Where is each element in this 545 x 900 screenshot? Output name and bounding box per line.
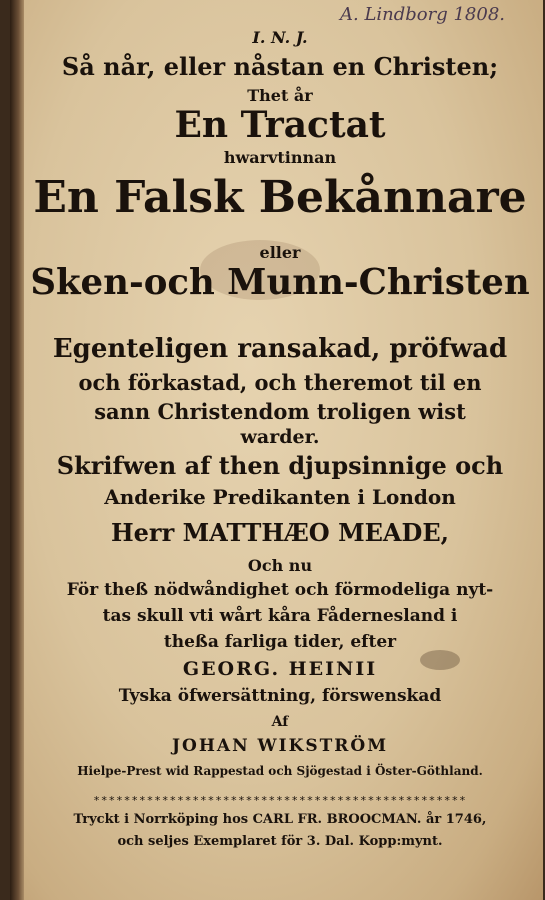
book-page xyxy=(10,0,543,900)
title-line-1: Så når, eller nåstan en Christen; xyxy=(61,52,499,81)
imprint-line-1: Tryckt i Norrköping hos CARL FR. BROOCMAN. år 1746, xyxy=(73,812,487,827)
translator-name: JOHAN WIKSTRÖM xyxy=(171,736,389,756)
title-line-6: eller xyxy=(259,243,301,262)
title-subtitle: Sken-och Munn-Christen xyxy=(30,262,530,303)
title-line-2: Thet år xyxy=(247,86,313,105)
imprint-line-2: och seljes Exemplaret för 3. Dal. Kopp:mynt. xyxy=(117,834,443,849)
description-line-3: sann Christendom troligen wist xyxy=(94,399,466,424)
title-line-3: En Tractat xyxy=(174,104,386,146)
handwritten-signature: A. Lindborg 1808. xyxy=(340,4,506,25)
purpose-line-1: Och nu xyxy=(247,556,313,575)
purpose-line-3: tas skull vti wårt kåra Fådernesland i xyxy=(102,606,458,626)
purpose-line-4: theßa farliga tider, efter xyxy=(163,632,397,652)
description-line-1: Egenteligen ransakad, pröfwad xyxy=(52,334,508,364)
title-main: En Falsk Bekånnare xyxy=(33,172,527,223)
by-label: Af xyxy=(271,714,289,730)
purpose-line-2: För theß nödwåndighet och förmodeliga nyt- xyxy=(66,580,494,600)
translation-note: Tyska öfwersättning, förswenskad xyxy=(118,686,442,706)
author-line-2: Anderike Predikanten i London xyxy=(104,485,456,509)
ornamental-rule: ************************************************* xyxy=(93,794,467,807)
title-line-4: hwarvtinnan xyxy=(223,148,337,167)
author-line-1: Skrifwen af then djupsinnige och xyxy=(56,451,504,480)
translator-source: GEORG. HEINII xyxy=(182,658,378,680)
invocation: I. N. J. xyxy=(252,28,308,47)
description-line-2: och förkastad, och theremot til en xyxy=(78,370,482,395)
book-spine xyxy=(10,0,24,900)
description-line-4: warder. xyxy=(240,426,320,448)
translator-title: Hielpe-Prest wid Rappestad och Sjögestad i Öster-Göthland. xyxy=(77,764,483,778)
author-name: Herr MATTHÆO MEADE, xyxy=(110,518,450,547)
